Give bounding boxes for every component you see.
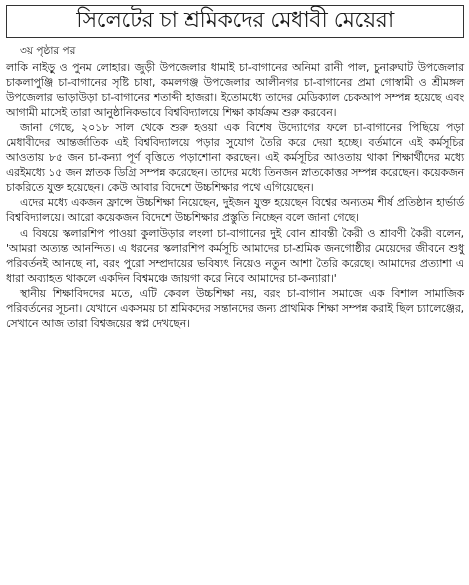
article-paragraph-4: এ বিষয়ে স্কলারশিপ পাওয়া কুলাউড়ার লংলা চা-বাগানের দুই বোন শ্রাবন্তী কৈরী ও শ্রাবণী কৈরী বলেন, 'আমরা অত্যন্ত আনন্দিত। এ ধরনের স্কলারশিপ কর্মসূচি আমাদের চা-শ্রমিক জনগোষ্ঠীর মেয়েদের জীবনে শুধু পরিবর্তনই আনছে না, বরং পুরো সম্প্রদায়ের ভবিষ্যৎ নিয়েও নতুন আশা তৈরি করেছে। আমাদের প্রত্যাশা এ ধারা অব্যাহত থাকলে একদিন বিশ্বমঞ্চে জায়গা করে নিবে আমাদের চা-কন্যারা।' [6,226,464,285]
article-paragraph-5: স্থানীয় শিক্ষাবিদদের মতে, এটি কেবল উচ্চশিক্ষা নয়, বরং চা-বাগান সমাজে এক বিশাল সামাজিক পরিবর্তনের সূচনা। যেখানে একসময় চা শ্রমিকদের সন্তানদের জন্য প্রাথমিক শিক্ষা সম্পন্ন করাই ছিল চ্যালেঞ্জের, সেখানে আজ তারা বিশ্বজয়ের স্বপ্ন দেখছেন। [6,286,464,330]
continued-from-label: ৩য় পৃষ্ঠার পর [20,45,76,57]
article-headline: সিলেটের চা শ্রমিকদের মেধাবী মেয়েরা [76,8,394,33]
article-paragraph-2: জানা গেছে, ২০১৮ সাল থেকে শুরু হওয়া এক বিশেষ উদ্যোগের ফলে চা-বাগানের পিছিয়ে পড়া মেধাবীদের আন্তর্জাতিক এই বিশ্ববিদ্যালয়ে পড়ার সুযোগ তৈরি করে দেয়া হচ্ছে। বর্তমানে এই কর্মসূচির আওতায় ৮৫ জন চা-কন্যা পূর্ণ বৃত্তিতে পড়াশোনা করছেন। এই কর্মসূচির আওতায় থাকা শিক্ষার্থীদের মধ্যে এরইমধ্যে ১৫ জন স্নাতক ডিগ্রি সম্পন্ন করেছেন। তাদের মধ্যে তিনজন স্নাতকোত্তর সম্পন্ন করেছেন। কয়েকজন চাকরিতে যুক্ত হয়েছেন। কেউ আবার বিদেশে উচ্চশিক্ষার পথে এগিয়েছেন। [6,121,464,195]
article-paragraph-1: লাকি নাইড়ু ও পুনম লোহার। জুড়ী উপজেলার ধামাই চা-বাগানের অনিমা রানী পাল, চুনারুঘাট উপজেলার চাকলাপুঞ্জি চা-বাগানের সৃষ্টি চাষা, কমলগঞ্জ উপজেলার আলীনগর চা-বাগানের প্রমা গোস্বামী ও শ্রীমঙ্গল উপজেলার ভাড়াউড়া চা-বাগানের শতাব্দী হাজরা। ইতোমধ্যে তাদের মেডিক্যাল চেকআপ সম্পন্ন হয়েছে এবং আগামী মাসেই তারা আনুষ্ঠানিকভাবে বিশ্ববিদ্যালয়ে শিক্ষা কার্যক্রম শুরু করবেন। [6,61,464,120]
article-paragraph-3: এদের মধ্যে একজন ফ্রান্সে উচ্চশিক্ষা নিয়েছেন, দুইজন যুক্ত হয়েছেন বিশ্বের অন্যতম শীর্ষ প্রতিষ্ঠান হার্ভার্ড বিশ্ববিদ্যালয়ে। আরো কয়েকজন বিদেশে উচ্চশিক্ষার প্রস্তুতি নিচ্ছেন বলে জানা গেছে। [6,196,464,225]
article-body [6,60,464,331]
headline-box [6,5,464,38]
